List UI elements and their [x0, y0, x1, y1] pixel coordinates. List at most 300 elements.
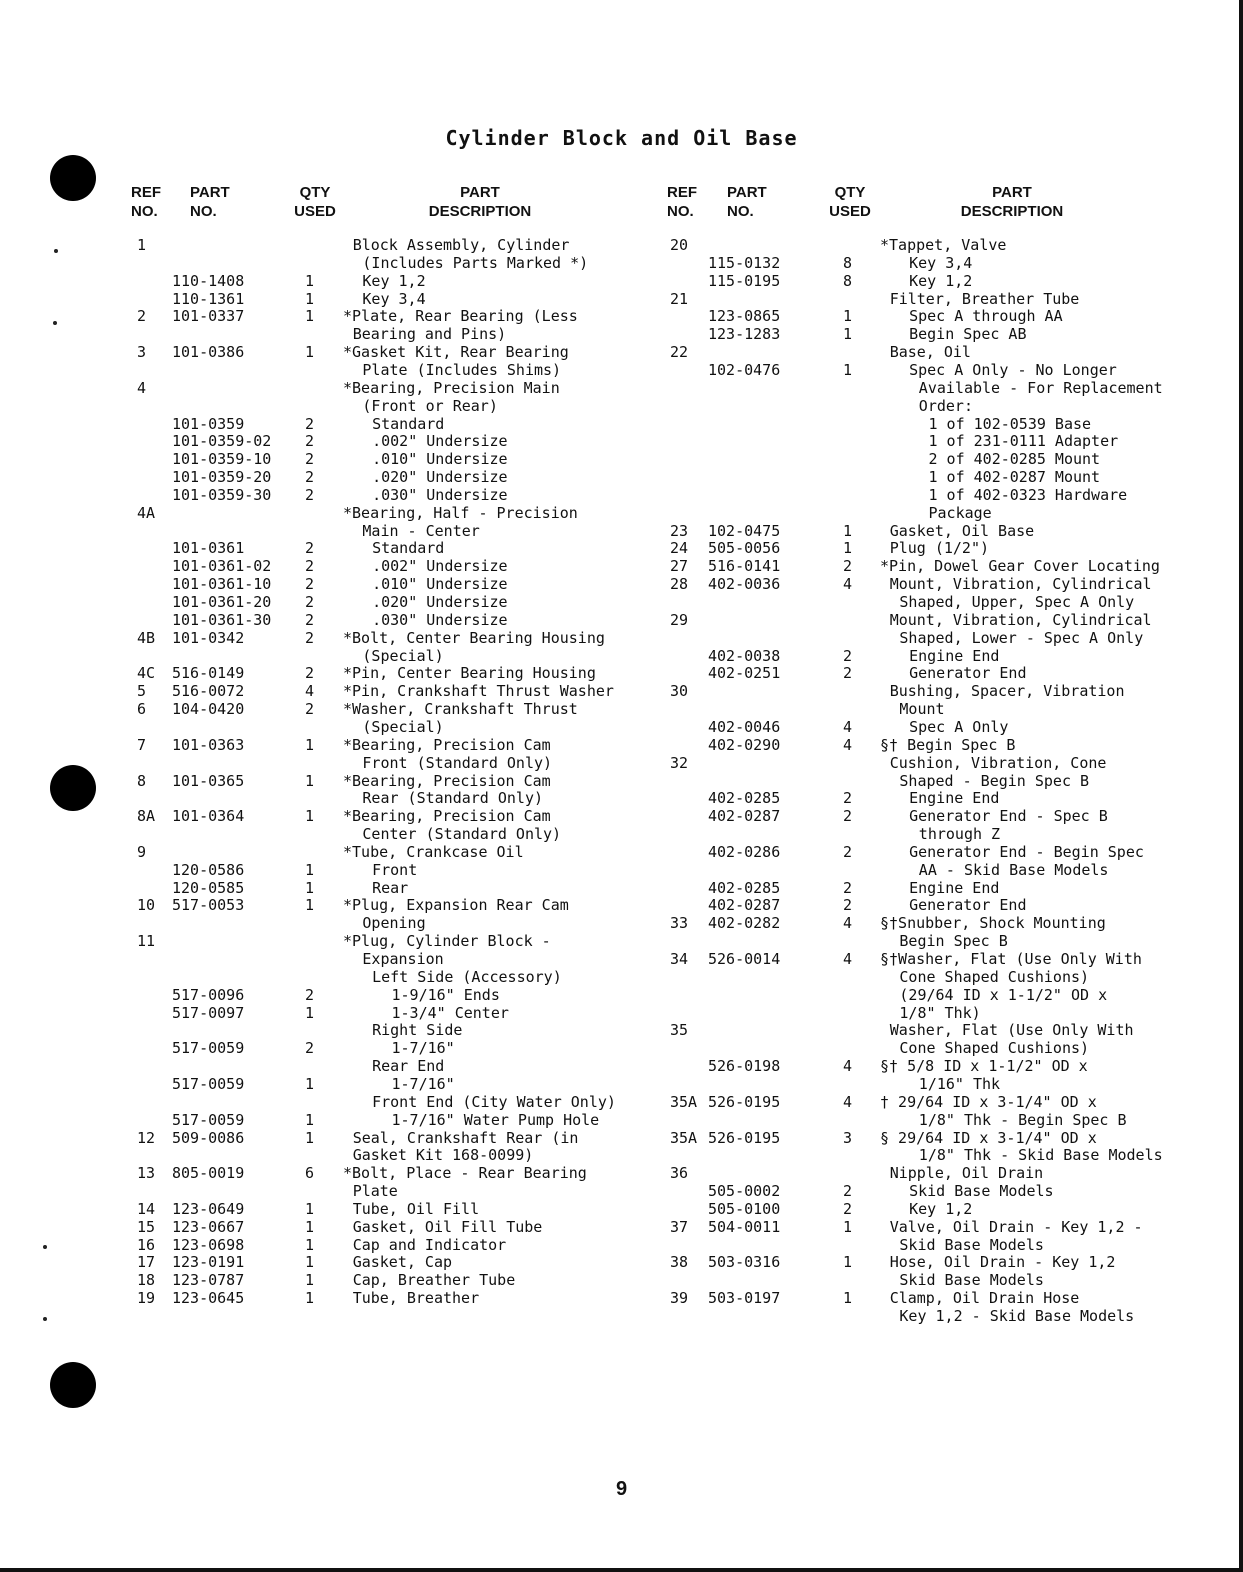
qty-cell: 4 — [843, 1092, 853, 1111]
part-no-cell: 101-0359-02 — [172, 432, 272, 451]
part-no-cell: 123-0191 — [172, 1253, 245, 1272]
description-cell: Front End (City Water Only) — [372, 1092, 616, 1111]
part-no-cell: 517-0059 — [172, 1039, 245, 1058]
ref-no-cell: 8 — [137, 771, 147, 790]
ref-no-cell: 23 — [670, 521, 689, 540]
description-cell: Nipple, Oil Drain — [889, 1164, 1044, 1183]
scan-speck — [43, 1245, 47, 1249]
qty-cell: 2 — [843, 807, 853, 826]
part-no-cell: 509-0086 — [172, 1128, 245, 1147]
qty-cell: 2 — [305, 700, 315, 719]
part-no-cell: 505-0056 — [708, 539, 781, 558]
description-cell: Key 3,4 — [909, 253, 973, 272]
qty-cell: 2 — [305, 450, 315, 469]
qty-cell: 1 — [305, 1253, 315, 1272]
part-no-cell: 402-0285 — [708, 878, 781, 897]
ref-no-cell: 4C — [137, 664, 156, 683]
part-no-cell: 101-0386 — [172, 343, 245, 362]
description-cell: (Special) — [362, 646, 444, 665]
description-cell: Spec A Only — [909, 717, 1009, 736]
part-no-cell: 402-0251 — [708, 664, 781, 683]
scan-speck — [53, 321, 57, 325]
binder-hole — [50, 765, 96, 811]
description-cell: *Bolt, Place - Rear Bearing — [343, 1164, 587, 1183]
qty-cell: 2 — [305, 468, 315, 487]
description-cell: §†Snubber, Shock Mounting — [880, 914, 1106, 933]
qty-cell: 1 — [305, 1289, 315, 1308]
ref-no-cell: 18 — [137, 1271, 156, 1290]
qty-cell: 4 — [843, 1057, 853, 1076]
part-no-cell: 101-0359-10 — [172, 450, 272, 469]
part-no-cell: 123-0698 — [172, 1235, 245, 1254]
qty-cell: 1 — [305, 896, 315, 915]
part-no-cell: 402-0285 — [708, 789, 781, 808]
description-cell: 1 of 402-0323 Hardware — [928, 485, 1128, 504]
description-cell: Hose, Oil Drain - Key 1,2 — [889, 1253, 1116, 1272]
description-cell: .030" Undersize — [372, 610, 508, 629]
part-no-cell: 516-0072 — [172, 682, 245, 701]
qty-cell: 6 — [305, 1164, 315, 1183]
qty-cell: 8 — [843, 253, 853, 272]
qty-cell: 2 — [843, 789, 853, 808]
description-cell: 1-7/16" Water Pump Hole — [391, 1110, 600, 1129]
description-cell: Mount, Vibration, Cylindrical — [889, 575, 1152, 594]
part-no-cell: 115-0132 — [708, 253, 781, 272]
description-cell: Standard — [372, 539, 445, 558]
description-cell: 1/8" Thk - Begin Spec B — [918, 1110, 1127, 1129]
description-cell: (29/64 ID x 1-1/2" OD x — [899, 985, 1108, 1004]
description-cell: *Bearing, Precision Cam — [343, 771, 551, 790]
part-no-cell: 402-0282 — [708, 914, 781, 933]
ref-no-cell: 6 — [137, 700, 147, 719]
qty-cell: 2 — [843, 1199, 853, 1218]
ref-no-cell: 10 — [137, 896, 156, 915]
part-no-cell: 101-0361-30 — [172, 610, 272, 629]
description-cell: Key 1,2 - Skid Base Models — [899, 1307, 1135, 1325]
description-cell: Begin Spec AB — [909, 325, 1027, 344]
description-cell: Front (Standard Only) — [362, 753, 553, 772]
description-cell: 1 of 402-0287 Mount — [928, 468, 1101, 487]
description-cell: .002" Undersize — [372, 557, 508, 576]
part-no-cell: 120-0586 — [172, 860, 245, 879]
part-no-cell: 110-1408 — [172, 271, 245, 290]
part-no-cell: 101-0342 — [172, 628, 245, 647]
part-no-cell: 101-0361 — [172, 539, 245, 558]
qty-cell: 2 — [843, 646, 853, 665]
description-cell: §† 5/8 ID x 1-1/2" OD x — [880, 1057, 1088, 1076]
qty-cell: 2 — [843, 878, 853, 897]
qty-cell: 2 — [305, 628, 315, 647]
qty-cell: 2 — [305, 485, 315, 504]
description-cell: Bushing, Spacer, Vibration — [889, 682, 1125, 701]
description-cell: Expansion — [362, 950, 444, 968]
description-cell: Front — [372, 860, 418, 879]
qty-cell: 8 — [843, 271, 853, 290]
part-no-cell: 123-0649 — [172, 1199, 245, 1218]
description-cell: Available - For Replacement — [918, 378, 1163, 397]
description-cell: Key 3,4 — [362, 289, 426, 308]
description-cell: Skid Base Models — [899, 1235, 1044, 1254]
description-cell: Left Side (Accessory) — [372, 967, 562, 986]
qty-cell: 1 — [305, 1128, 315, 1147]
description-cell: (Front or Rear) — [362, 396, 498, 415]
description-cell: Engine End — [909, 646, 1000, 665]
ref-no-cell: 15 — [137, 1217, 156, 1236]
description-cell: Gasket, Oil Base — [889, 521, 1035, 540]
qty-cell: 2 — [305, 1039, 315, 1058]
qty-cell: 1 — [305, 1235, 315, 1254]
description-cell: 1-3/4" Center — [391, 1003, 509, 1022]
ref-no-cell: 11 — [137, 932, 156, 951]
description-cell: 1-9/16" Ends — [391, 985, 500, 1004]
description-cell: (Special) — [362, 717, 444, 736]
description-cell: Mount — [899, 700, 945, 719]
description-cell: Block Assembly, Cylinder — [352, 236, 570, 254]
description-cell: *Bearing, Precision Cam — [343, 807, 551, 826]
description-cell: Filter, Breather Tube — [889, 289, 1080, 308]
part-no-cell: 517-0097 — [172, 1003, 245, 1022]
description-cell: 1 of 231-0111 Adapter — [928, 432, 1119, 451]
ref-no-cell: 35A — [670, 1092, 698, 1111]
description-cell: AA - Skid Base Models — [918, 860, 1109, 879]
ref-no-cell: 30 — [670, 682, 689, 701]
qty-cell: 1 — [305, 860, 315, 879]
ref-no-cell: 4A — [137, 503, 156, 522]
description-cell: Gasket Kit 168-0099) — [352, 1146, 534, 1165]
description-cell: Plate — [352, 1182, 398, 1201]
ref-no-cell: 20 — [670, 236, 689, 254]
ref-no-cell: 12 — [137, 1128, 156, 1147]
binder-hole — [50, 1362, 96, 1408]
part-no-cell: 517-0059 — [172, 1110, 245, 1129]
part-no-cell: 805-0019 — [172, 1164, 245, 1183]
description-cell: Rear — [372, 878, 409, 897]
qty-cell: 1 — [305, 343, 315, 362]
description-cell: Spec A through AA — [909, 307, 1063, 326]
ref-no-cell: 38 — [670, 1253, 689, 1272]
page-title: Cylinder Block and Oil Base — [445, 126, 798, 150]
ref-no-cell: 16 — [137, 1235, 156, 1254]
ref-no-cell: 17 — [137, 1253, 156, 1272]
description-cell: *Pin, Center Bearing Housing — [343, 664, 596, 683]
description-cell: *Tappet, Valve — [880, 236, 1007, 254]
qty-cell: 1 — [305, 1074, 315, 1093]
qty-cell: 1 — [305, 735, 315, 754]
qty-cell: 1 — [305, 1199, 315, 1218]
description-cell: *Plate, Rear Bearing (Less — [343, 307, 578, 326]
ref-no-cell: 36 — [670, 1164, 689, 1183]
description-cell: Cone Shaped Cushions) — [899, 1039, 1090, 1058]
description-cell: Order: — [918, 396, 973, 415]
description-cell: Valve, Oil Drain - Key 1,2 - — [889, 1217, 1143, 1236]
part-no-cell: 402-0290 — [708, 735, 781, 754]
ref-no-cell: 14 — [137, 1199, 156, 1218]
ref-no-cell: 39 — [670, 1289, 689, 1308]
description-header-left: PART DESCRIPTION — [428, 184, 532, 220]
qty-cell: 1 — [843, 325, 853, 344]
description-cell: *Plug, Cylinder Block - — [343, 932, 551, 951]
part-no-cell: 101-0359 — [172, 414, 245, 433]
qty-cell: 2 — [843, 842, 853, 861]
description-cell: Key 1,2 — [909, 1199, 973, 1218]
description-cell: Generator End - Spec B — [909, 807, 1108, 826]
description-cell: Base, Oil — [889, 343, 971, 362]
qty-cell: 4 — [843, 575, 853, 594]
part-no-cell: 120-0585 — [172, 878, 245, 897]
part-no-cell: 402-0287 — [708, 807, 781, 826]
description-cell: Begin Spec B — [899, 932, 1008, 951]
description-cell: .002" Undersize — [372, 432, 508, 451]
part-no-cell: 402-0046 — [708, 717, 781, 736]
qty-cell: 4 — [843, 735, 853, 754]
description-cell: Plate (Includes Shims) — [362, 360, 562, 379]
ref-no-cell: 13 — [137, 1164, 156, 1183]
ref-no-cell: 27 — [670, 557, 689, 576]
ref-header-left: REF NO. — [131, 184, 161, 220]
description-cell: Mount, Vibration, Cylindrical — [889, 610, 1152, 629]
part-no-cell: 503-0197 — [708, 1289, 781, 1308]
qty-cell: 1 — [843, 307, 853, 326]
part-no-cell: 123-0645 — [172, 1289, 245, 1308]
part-no-cell: 123-0787 — [172, 1271, 245, 1290]
qty-cell: 2 — [305, 539, 315, 558]
qty-cell: 2 — [843, 896, 853, 915]
description-cell: Tube, Oil Fill — [352, 1199, 480, 1218]
description-cell: 1-7/16" — [391, 1074, 455, 1093]
part-no-cell: 123-0865 — [708, 307, 781, 326]
description-cell: *Pin, Crankshaft Thrust Washer — [343, 682, 614, 701]
qty-cell: 1 — [305, 1110, 315, 1129]
qty-cell: 2 — [843, 557, 853, 576]
description-cell: .010" Undersize — [372, 450, 508, 469]
description-cell: §† Begin Spec B — [880, 735, 1016, 754]
qty-cell: 2 — [305, 985, 315, 1004]
part-no-cell: 101-0359-30 — [172, 485, 272, 504]
part-no-header-left: PART NO. — [190, 184, 230, 220]
qty-cell: 1 — [305, 289, 315, 308]
qty-cell: 1 — [305, 1271, 315, 1290]
part-no-cell: 526-0014 — [708, 950, 781, 968]
part-no-cell: 504-0011 — [708, 1217, 781, 1236]
part-no-cell: 101-0359-20 — [172, 468, 272, 487]
part-no-cell: 503-0316 — [708, 1253, 781, 1272]
part-no-cell: 526-0195 — [708, 1092, 781, 1111]
ref-no-cell: 28 — [670, 575, 689, 594]
description-cell: .020" Undersize — [372, 593, 508, 611]
part-no-cell: 115-0195 — [708, 271, 781, 290]
qty-cell: 2 — [843, 1182, 853, 1201]
description-cell: Main - Center — [362, 521, 480, 540]
qty-cell: 2 — [843, 664, 853, 683]
part-no-cell: 101-0363 — [172, 735, 245, 754]
ref-no-cell: 21 — [670, 289, 689, 308]
part-no-cell: 102-0476 — [708, 360, 781, 379]
description-cell: *Bearing, Precision Main — [343, 378, 560, 397]
description-cell: *Gasket Kit, Rear Bearing — [343, 343, 569, 362]
description-cell: Key 1,2 — [362, 271, 426, 290]
description-cell: .020" Undersize — [372, 468, 508, 487]
qty-cell: 1 — [843, 539, 853, 558]
ref-no-cell: 24 — [670, 539, 689, 558]
ref-no-cell: 8A — [137, 807, 156, 826]
description-cell: Generator End - Begin Spec — [909, 842, 1144, 861]
description-cell: 1/16" Thk — [918, 1074, 1001, 1093]
description-cell: Skid Base Models — [899, 1271, 1044, 1290]
part-no-header-right: PART NO. — [727, 184, 767, 220]
part-no-cell: 505-0100 — [708, 1199, 781, 1218]
part-no-cell: 123-0667 — [172, 1217, 245, 1236]
qty-cell: 2 — [305, 414, 315, 433]
description-cell: Washer, Flat (Use Only With — [889, 1021, 1134, 1040]
ref-no-cell: 33 — [670, 914, 689, 933]
description-cell: Rear End — [372, 1057, 445, 1076]
description-cell: *Plug, Expansion Rear Cam — [343, 896, 569, 915]
part-no-cell: 526-0195 — [708, 1128, 781, 1147]
qty-cell: 1 — [843, 1217, 853, 1236]
ref-no-cell: 32 — [670, 753, 689, 772]
description-cell: Engine End — [909, 789, 1000, 808]
part-no-cell: 526-0198 — [708, 1057, 781, 1076]
description-cell: § 29/64 ID x 3-1/4" OD x — [880, 1128, 1097, 1147]
part-no-cell: 402-0286 — [708, 842, 781, 861]
qty-cell: 4 — [843, 950, 853, 968]
ref-no-cell: 35 — [670, 1021, 689, 1040]
description-cell: Center (Standard Only) — [362, 825, 562, 844]
description-cell: Clamp, Oil Drain Hose — [889, 1289, 1080, 1308]
part-no-cell: 104-0420 — [172, 700, 245, 719]
qty-header-left: QTY USED — [294, 184, 336, 220]
description-cell: Plug (1/2") — [889, 539, 990, 558]
qty-cell: 2 — [305, 593, 315, 611]
qty-cell: 1 — [843, 1253, 853, 1272]
part-no-cell: 517-0096 — [172, 985, 245, 1004]
ref-no-cell: 9 — [137, 842, 147, 861]
qty-cell: 3 — [843, 1128, 853, 1147]
ref-no-cell: 19 — [137, 1289, 156, 1308]
qty-cell: 1 — [843, 1289, 853, 1308]
description-cell: Gasket, Cap — [352, 1253, 453, 1272]
qty-cell: 1 — [305, 771, 315, 790]
scan-speck — [54, 249, 58, 253]
description-cell: Rear (Standard Only) — [362, 789, 544, 808]
description-cell: Shaped - Begin Spec B — [899, 771, 1090, 790]
description-cell: Tube, Breather — [352, 1289, 480, 1308]
qty-cell: 2 — [305, 575, 315, 594]
description-cell: .010" Undersize — [372, 575, 508, 594]
ref-no-cell: 1 — [137, 236, 147, 254]
description-cell: *Bearing, Half - Precision — [343, 503, 578, 522]
description-cell: Seal, Crankshaft Rear (in — [352, 1128, 579, 1147]
description-cell: Opening — [362, 914, 426, 933]
part-no-cell: 101-0337 — [172, 307, 245, 326]
part-no-cell: 516-0149 — [172, 664, 245, 683]
ref-no-cell: 29 — [670, 610, 689, 629]
qty-cell: 2 — [305, 432, 315, 451]
qty-cell: 2 — [305, 610, 315, 629]
part-no-cell: 402-0287 — [708, 896, 781, 915]
part-no-cell: 517-0053 — [172, 896, 245, 915]
description-cell: Right Side — [372, 1021, 463, 1040]
description-cell: Skid Base Models — [909, 1182, 1054, 1201]
description-cell: 1/8" Thk - Skid Base Models — [918, 1146, 1163, 1165]
description-cell: † 29/64 ID x 3-1/4" OD x — [880, 1092, 1097, 1111]
part-no-cell: 101-0361-20 — [172, 593, 272, 611]
description-cell: *Pin, Dowel Gear Cover Locating — [880, 557, 1160, 576]
qty-cell: 1 — [305, 271, 315, 290]
qty-header-right: QTY USED — [829, 184, 871, 220]
part-no-cell: 101-0364 — [172, 807, 245, 826]
description-cell: .030" Undersize — [372, 485, 508, 504]
description-cell: Cone Shaped Cushions) — [899, 967, 1090, 986]
ref-no-cell: 5 — [137, 682, 147, 701]
description-cell: Cap and Indicator — [352, 1235, 507, 1254]
part-no-cell: 402-0038 — [708, 646, 781, 665]
ref-no-cell: 34 — [670, 950, 689, 968]
description-cell: (Includes Parts Marked *) — [362, 253, 589, 272]
description-cell: *Bearing, Precision Cam — [343, 735, 551, 754]
qty-cell: 1 — [843, 521, 853, 540]
description-cell: *Bolt, Center Bearing Housing — [343, 628, 605, 647]
description-cell: Engine End — [909, 878, 1000, 897]
description-cell: *Washer, Crankshaft Thrust — [343, 700, 578, 719]
qty-cell: 1 — [305, 1003, 315, 1022]
ref-no-cell: 35A — [670, 1128, 698, 1147]
qty-cell: 4 — [843, 717, 853, 736]
ref-no-cell: 2 — [137, 307, 147, 326]
description-cell: 1-7/16" — [391, 1039, 455, 1058]
page-number: 9 — [615, 1478, 628, 1500]
description-cell: Cushion, Vibration, Cone — [889, 753, 1107, 772]
part-no-cell: 101-0365 — [172, 771, 245, 790]
description-cell: Shaped, Lower - Spec A Only — [899, 628, 1144, 647]
ref-no-cell: 37 — [670, 1217, 689, 1236]
ref-no-cell: 3 — [137, 343, 147, 362]
description-cell: 2 of 402-0285 Mount — [928, 450, 1101, 469]
qty-cell: 1 — [843, 360, 853, 379]
qty-cell: 4 — [305, 682, 315, 701]
part-no-cell: 101-0361-10 — [172, 575, 272, 594]
qty-cell: 1 — [305, 1217, 315, 1236]
description-cell: Generator End — [909, 896, 1027, 915]
description-cell: Shaped, Upper, Spec A Only — [899, 593, 1135, 611]
description-cell: 1 of 102-0539 Base — [928, 414, 1092, 433]
binder-hole — [50, 155, 96, 201]
ref-no-cell: 4 — [137, 378, 147, 397]
description-cell: Gasket, Oil Fill Tube — [352, 1217, 543, 1236]
part-no-cell: 123-1283 — [708, 325, 781, 344]
description-header-right: PART DESCRIPTION — [960, 184, 1064, 220]
ref-no-cell: 4B — [137, 628, 156, 647]
qty-cell: 2 — [305, 664, 315, 683]
part-no-cell: 110-1361 — [172, 289, 245, 308]
description-cell: Generator End — [909, 664, 1027, 683]
part-no-cell: 402-0036 — [708, 575, 781, 594]
description-cell: Package — [928, 503, 992, 522]
description-cell: Key 1,2 — [909, 271, 973, 290]
description-cell: through Z — [918, 825, 1001, 844]
qty-cell: 1 — [305, 878, 315, 897]
part-no-cell: 517-0059 — [172, 1074, 245, 1093]
qty-cell: 2 — [305, 557, 315, 576]
part-no-cell: 516-0141 — [708, 557, 781, 576]
part-no-cell: 505-0002 — [708, 1182, 781, 1201]
qty-cell: 1 — [305, 307, 315, 326]
description-cell: 1/8" Thk) — [899, 1003, 981, 1022]
qty-cell: 1 — [305, 807, 315, 826]
description-cell: Spec A Only - No Longer — [909, 360, 1117, 379]
description-cell: Standard — [372, 414, 445, 433]
part-no-cell: 101-0361-02 — [172, 557, 272, 576]
